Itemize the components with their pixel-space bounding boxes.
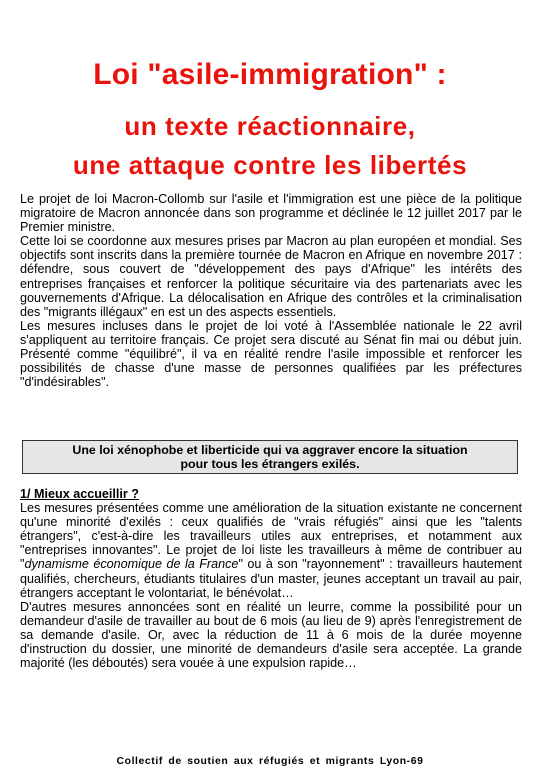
intro-paragraph-3: Les mesures incluses dans le projet de loi voté à l'Assemblée nationale le 22 avril s'appliquent au territoire français. Ce projet sera discuté au Sénat fin mai ou début juin. Présenté comme "équilibré", il va en réalité rendre l'asile impossible et renforcer les possibilités de chasse d'une masse de personnes qualifiées par les préfectures "d'indésirables". (20, 318, 522, 390)
title-line-2: un texte réactionnaire, (124, 111, 416, 141)
title-line-1: Loi "asile-immigration" : (93, 58, 447, 91)
intro-paragraph-1: Le projet de loi Macron-Collomb sur l'asile et l'immigration est une pièce de la politique migratoire de Macron annoncée dans son programme et déclinée le 12 juillet 2017 par le Premier ministre. (20, 192, 522, 235)
callout-box (22, 440, 518, 474)
section-1-paragraph-1 (20, 501, 522, 600)
intro-text (20, 192, 522, 389)
callout-line-2: pour tous les étrangers exilés. (180, 457, 360, 472)
section-1-heading: 1/ Mieux accueillir ? (20, 487, 139, 501)
title-line-3: une attaque contre les libertés (72, 150, 468, 180)
intro-paragraph-2: Cette loi se coordonne aux mesures prises par Macron au plan européen et mondial. Ses objectifs sont inscrits dans la première tournée de Macron en Afrique en novembre 2017 : défendre, sous couvert de "développement des pays d'Afrique" les intérêts des entreprises françaises et renforcer la politique sécuritaire via des partenariats avec les gouvernements d'Afrique. La délocalisation en Afrique des contrôles et la criminalisation des "migrants illégaux" en est un des aspects essentiels. (20, 234, 522, 319)
section-1 (20, 487, 522, 670)
callout-line-1: Une loi xénophobe et liberticide qui va aggraver encore la situation (72, 443, 468, 457)
section-1-p1-text-b: " ou à son "rayonnement" : travailleurs hautement qualifiés, chercheurs, étudiants titulaires d'un master, jeunes acceptant un travail au pair, étrangers acceptant le volontariat, le bénévolat… (20, 557, 522, 600)
section-1-paragraph-2: D'autres mesures annoncées sont en réalité un leurre, comme la possibilité pour un demandeur d'asile de travailler au bout de 6 mois (au lieu de 9) après l'enregistrement de sa demande d'asile. Or, avec la réduction de 11 à 6 mois de la durée moyenne d'instruction du dossier, une minorité de demandeurs d'asile sera acceptée. La grande majorité (les déboutés) sera vouée à une expulsion rapide… (20, 599, 522, 671)
section-1-p1-emphasis: dynamisme économique de la France (24, 557, 239, 572)
section-1-p1-text-a: Les mesures présentées comme une amélioration de la situation existante ne concernent qu'une minorité d'exilés : ceux qualifiés de "vrais réfugiés" ainsi que les "talents étrangers", c'est-à-dire les travailleurs utiles aux entreprises, et notamment aux "entreprises innovantes". Le projet de loi liste les travailleurs à même de contribuer au " (20, 501, 522, 572)
footer-signature: Collectif de soutien aux réfugiés et migrants Lyon-69 (116, 756, 424, 767)
